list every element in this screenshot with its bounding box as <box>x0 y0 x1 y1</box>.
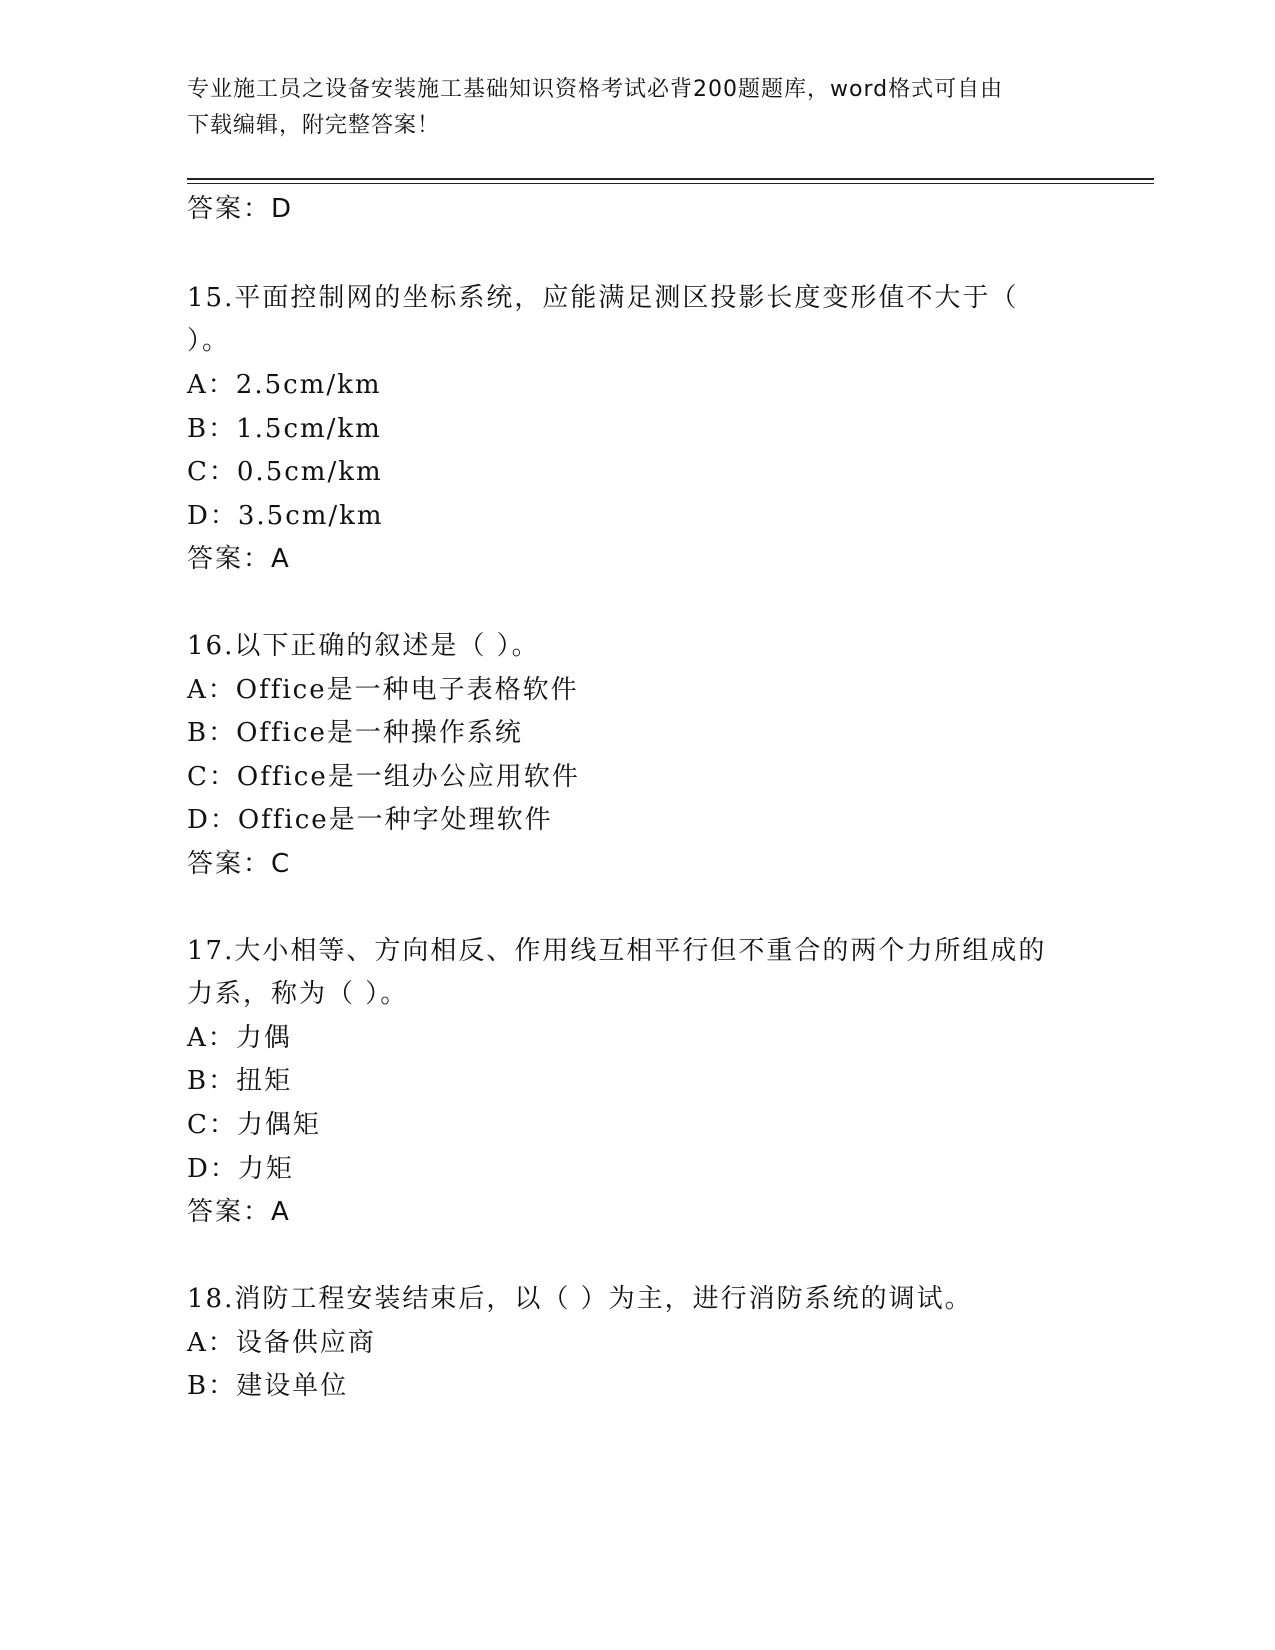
q16-option-c: C：Office是一组办公应用软件 <box>187 762 580 792</box>
q15-option-c: C：0.5cm/km <box>187 457 383 487</box>
document-header <box>187 72 1087 144</box>
answer-q14: 答案：D <box>187 194 294 224</box>
q15-answer: 答案：A <box>187 544 291 574</box>
q16-answer: 答案：C <box>187 849 292 879</box>
q15-option-b: B：1.5cm/km <box>187 414 382 444</box>
header-line-2: 下载编辑，附完整答案！ <box>187 113 441 138</box>
q16-option-a: A：Office是一种电子表格软件 <box>187 675 579 705</box>
q15-stem-line-2: ）。 <box>187 326 231 356</box>
q16-stem: 16.以下正确的叙述是（ ）。 <box>187 631 540 661</box>
header-divider-thin <box>187 183 1154 184</box>
header-line-1: 专业施工员之设备安装施工基础知识资格考试必背200题题库，word格式可自由 <box>187 77 1004 102</box>
q17-stem-line-2: 力系，称为（ ）。 <box>187 979 409 1009</box>
q16-option-b: B：Office是一种操作系统 <box>187 718 523 748</box>
q18-option-b: B：建设单位 <box>187 1371 349 1401</box>
header-divider-thick <box>187 178 1154 180</box>
q18-stem: 18.消防工程安装结束后，以（ ）为主，进行消防系统的调试。 <box>187 1284 973 1314</box>
q15-option-d: D：3.5cm/km <box>187 501 384 531</box>
q17-option-d: D：力矩 <box>187 1154 294 1184</box>
q17-option-a: A：力偶 <box>187 1023 292 1053</box>
q17-option-b: B：扭矩 <box>187 1066 293 1096</box>
q17-stem-line-1: 17.大小相等、方向相反、作用线互相平行但不重合的两个力所组成的 <box>187 936 1047 966</box>
q16-option-d: D：Office是一种字处理软件 <box>187 805 553 835</box>
q15-stem-line-1: 15.平面控制网的坐标系统，应能满足测区投影长度变形值不大于（ <box>187 283 1019 313</box>
q15-option-a: A：2.5cm/km <box>187 370 382 400</box>
q17-option-c: C：力偶矩 <box>187 1110 321 1140</box>
q17-answer: 答案：A <box>187 1197 291 1227</box>
q18-option-a: A：设备供应商 <box>187 1328 376 1358</box>
